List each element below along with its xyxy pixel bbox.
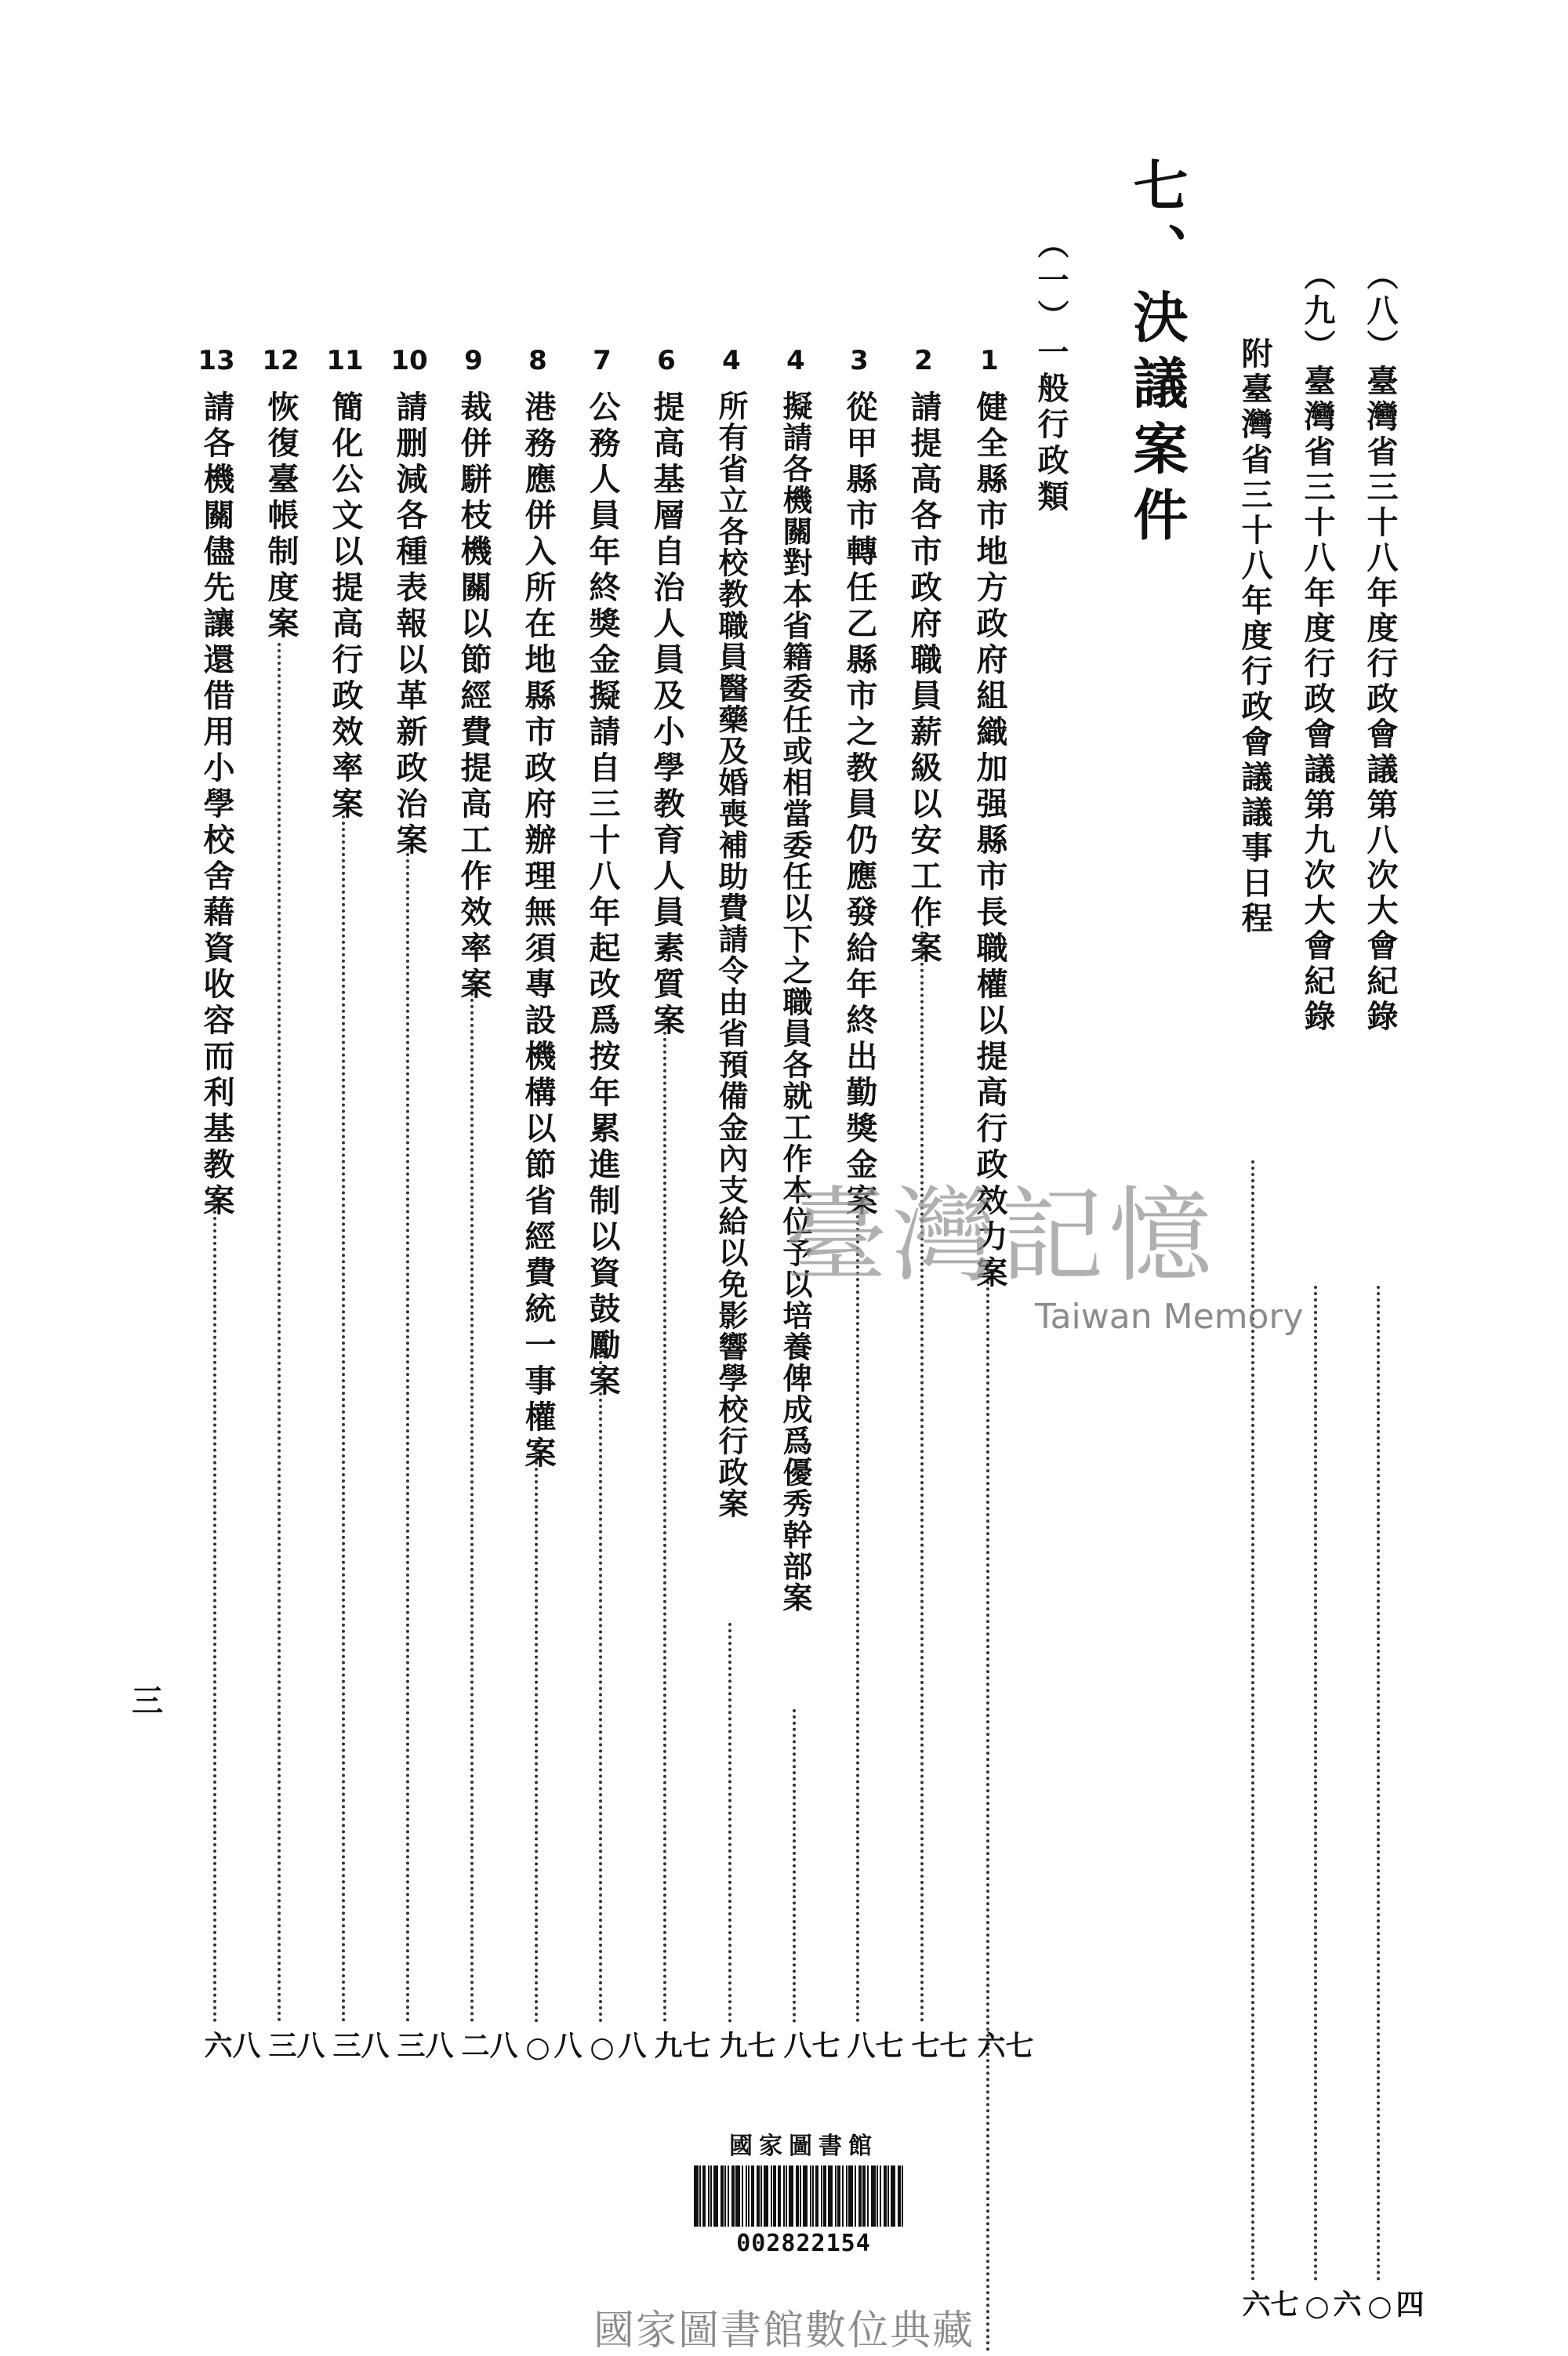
barcode-bar: [746, 2165, 747, 2227]
entry-title: 所有省立各校教職員醫藥及婚喪補助費請令由省預備金內支給以免影響學校行政案: [713, 390, 749, 1519]
barcode-bar: [742, 2165, 743, 2227]
barcode-bar: [796, 2165, 799, 2227]
page-ref: 七九: [650, 2031, 711, 2059]
barcode-bar: [810, 2165, 811, 2227]
barcode-bar: [812, 2165, 814, 2227]
barcode-bar: [800, 2165, 801, 2227]
dot-leader: [793, 1709, 796, 2023]
entry-title: 簡化公文以提高行政效率案: [327, 390, 364, 823]
library-label: 國家圖書館: [729, 2133, 878, 2160]
barcode-bar: [842, 2165, 844, 2227]
watermark-en: Taiwan Memory: [1035, 1297, 1304, 1337]
barcode-bar: [751, 2165, 754, 2227]
barcode-number: 002822154: [736, 2230, 871, 2257]
entry-number: 9: [464, 345, 483, 376]
dot-leader: [213, 1192, 216, 2023]
barcode-bar: [815, 2165, 818, 2227]
barcode-bar: [871, 2165, 876, 2227]
entry-number: 8: [528, 345, 547, 376]
barcode-bar: [771, 2165, 772, 2227]
barcode-bar: [708, 2165, 710, 2227]
barcode-bar: [902, 2165, 903, 2227]
page-ref: 八三: [393, 2031, 454, 2059]
page-ref: 七七: [907, 2031, 968, 2059]
entry-number: 10: [390, 345, 428, 376]
barcode-bar: [731, 2165, 735, 2227]
entry-number: 6: [657, 345, 676, 376]
barcode-bar: [877, 2165, 878, 2227]
barcode-bar: [898, 2165, 901, 2227]
entry-title: 健全縣市地方政府組織加强縣市長職權以提高行政效力案: [971, 390, 1008, 1292]
watermark: [784, 1153, 1304, 1337]
barcode-bar: [728, 2165, 729, 2227]
section-subheading: （一）一般行政類: [1033, 227, 1069, 516]
entry-title: 從甲縣市轉任乙縣市之教員仍應發給年終出勤獎金案: [841, 390, 878, 1220]
page-ref: 七九: [715, 2031, 776, 2059]
dot-leader: [535, 1443, 538, 2023]
barcode-bar: [699, 2165, 701, 2227]
dot-leader: [278, 643, 281, 2023]
barcode-bar: [757, 2165, 760, 2227]
barcode-bar: [835, 2165, 837, 2227]
entry-number: 2: [914, 345, 933, 376]
barcode-bar: [713, 2165, 718, 2227]
entry-number: 11: [326, 345, 364, 376]
page-ref: 七六: [1238, 2289, 1299, 2318]
dot-leader: [342, 815, 345, 2023]
entry-title: 請删減各種表報以革新政治案: [391, 390, 428, 859]
toc-top-title: 附臺灣省三十八年度行政會議議事日程: [1236, 337, 1273, 937]
entry-number: 4: [786, 345, 805, 376]
page-ref: 七六: [973, 2031, 1034, 2059]
barcode-bar: [828, 2165, 833, 2227]
dot-leader: [663, 1019, 666, 2023]
barcode-bar: [710, 2165, 712, 2227]
barcode-bar: [862, 2165, 866, 2227]
entry-title: 公務人員年終獎金擬請自三十八年起改爲按年累進制以資鼓勵案: [584, 390, 621, 1400]
entry-title: 請各機關儘先讓還借用小學校舍藉資收容而利基教案: [198, 390, 235, 1220]
dot-leader: [1314, 1286, 1317, 2282]
barcode-bar: [848, 2165, 853, 2227]
dot-leader: [599, 1349, 602, 2023]
entry-title: 裁併駢枝機關以節經費提高工作效率案: [456, 390, 492, 1004]
barcode-bar: [764, 2165, 768, 2227]
barcode-bar: [821, 2165, 822, 2227]
barcode-bar: [887, 2165, 889, 2227]
entry-title: 擬請各機關對本省籍委任或相當委任以下之職員各就工作本位予以培養俾成爲優秀幹部案: [778, 390, 813, 1614]
entry-title: 恢復臺帳制度案: [263, 390, 299, 643]
entry-number: 7: [593, 345, 612, 376]
page-ref: 八二: [457, 2031, 518, 2059]
section-heading: 七、決議案件: [1124, 157, 1189, 552]
barcode-bar: [858, 2165, 862, 2227]
barcode-bar: [786, 2165, 787, 2227]
entry-number: 3: [850, 345, 869, 376]
dot-leader: [986, 1262, 989, 2352]
page-ref: 六○: [1301, 2289, 1362, 2322]
barcode-bar: [702, 2165, 706, 2227]
barcode-bar: [867, 2165, 869, 2227]
entry-title: 請提高各市政府職員薪級以安工作案: [906, 390, 942, 967]
barcode-bar: [773, 2165, 776, 2227]
watermark-cn: 臺灣記憶: [784, 1176, 1217, 1297]
barcode-bar: [748, 2165, 750, 2227]
barcode-bar: [846, 2165, 848, 2227]
barcode-bar: [789, 2165, 793, 2227]
barcode-bar: [837, 2165, 840, 2227]
page-ref: 四○: [1363, 2289, 1425, 2322]
barcode-bar: [694, 2165, 699, 2227]
entry-number: 1: [980, 345, 999, 376]
entry-title: 港務應併入所在地縣市政府辦理無須專設機構以節省經費統一事權案: [520, 390, 557, 1472]
barcode-bar: [823, 2165, 826, 2227]
entry-title: 提高基層自治人員及小學教育人員素質案: [648, 390, 685, 1040]
folio-number: 三: [132, 1683, 163, 1719]
page-ref: 七八: [779, 2031, 840, 2059]
page-ref: 八○: [521, 2031, 583, 2064]
barcode-bar: [884, 2165, 887, 2227]
toc-top-title: （九）臺灣省三十八年度行政會議第九次大會紀錄: [1299, 259, 1336, 1035]
barcode-bar: [855, 2165, 856, 2227]
page-ref: 八○: [586, 2031, 647, 2064]
dot-leader: [920, 925, 924, 2023]
dot-leader: [406, 847, 409, 2023]
barcode-bar: [880, 2165, 881, 2227]
page-ref: 八三: [264, 2031, 325, 2059]
barcode-bar: [724, 2165, 726, 2227]
library-barcode-stamp: [686, 2126, 921, 2257]
barcode-bar: [803, 2165, 808, 2227]
barcode-bar: [720, 2165, 724, 2227]
entry-number: 4: [722, 345, 741, 376]
dot-leader: [470, 980, 474, 2023]
entry-number: 13: [198, 345, 235, 376]
barcode-bar: [778, 2165, 781, 2227]
dot-leader: [728, 1623, 731, 2023]
dot-leader: [1377, 1286, 1380, 2282]
barcode-image: [694, 2165, 913, 2227]
barcode-bar: [891, 2165, 895, 2227]
page-ref: 八六: [200, 2031, 261, 2059]
barcode-bar: [783, 2165, 785, 2227]
page-ref: 七八: [843, 2031, 904, 2059]
page-ref: 八三: [328, 2031, 390, 2059]
barcode-bar: [760, 2165, 762, 2227]
entry-number: 12: [262, 345, 299, 376]
toc-top-title: （八）臺灣省三十八年度行政會議第八次大會紀錄: [1362, 259, 1399, 1035]
barcode-bar: [735, 2165, 740, 2227]
footer-caption: 國家圖書館數位典藏: [593, 2307, 975, 2354]
